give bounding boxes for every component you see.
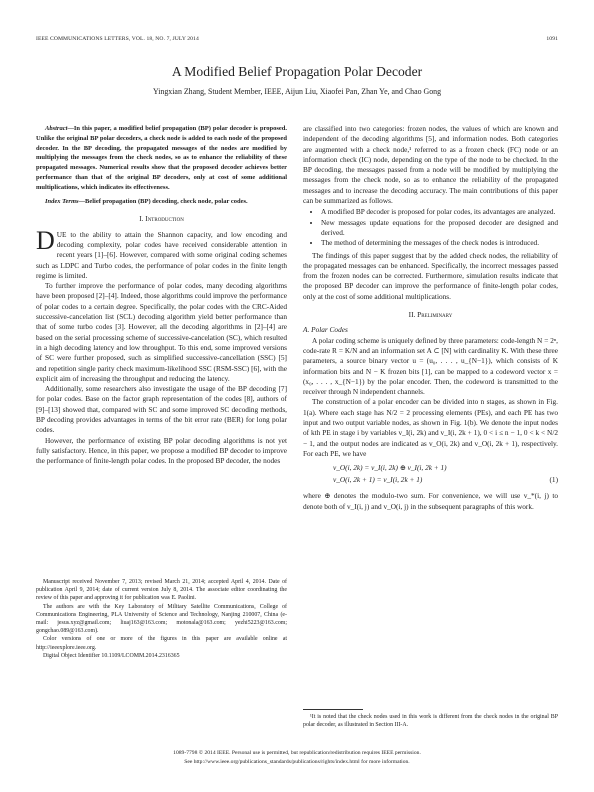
index-terms-text: —Belief propagation (BP) decoding, check node, polar codes. — [78, 197, 248, 205]
page-number: 1091 — [546, 36, 558, 42]
abstract-text: —In this paper, a modified belief propagation (BP) polar decoder is proposed. Unlike the original BP polar decoders, a check node is added to each node of the proposed decoder. In the BP decoding, the propagated messages of the nodes are modified by multiplying the messages from the check nodes, so as to enhance the reliability of these propagated messages. Numerical results show that the proposed decoder achieves better performance than that of the original BP decoders, only at cost of some additional multiplications, which indicates its effectiveness. — [36, 125, 287, 191]
intro-paragraph-1 — [36, 225, 287, 281]
col2-paragraph-5: where ⊕ denotes the modulo-two sum. For convenience, we will use v_*(i, j) to denote both of v_I(i, j) and v_O(i, j) in the subsequent paragraphs of this work. — [303, 491, 558, 511]
list-item: • A modified BP decoder is proposed for polar codes, its advantages are analyzed. — [321, 207, 558, 217]
footnote-doi: Digital Object Identifier 10.1109/LCOMM.2014.2316365 — [43, 652, 180, 659]
list-item: • The method of determining the messages of the check nodes is introduced. — [321, 238, 558, 248]
index-terms — [36, 197, 287, 207]
index-terms-label: Index Terms — [45, 197, 79, 205]
footnote-rule — [303, 709, 363, 710]
subsection-heading-polar-codes: A. Polar Codes — [303, 325, 348, 335]
intro-paragraph-2: To further improve the performance of polar codes, many decoding algorithms have been proposed [2]–[4]. Indeed, those algorithms could improve the performance of polar codes to a certain degree. Specifically, the polar codes with the CRC-Aided successive-cancelation list (SCL) decoding algorithm yield better performance than that of some turbo codes [3]. However, all the decoding algorithms in [2]–[4] are based on the serial processing scheme of successive-cancelation (SC), which resulted in a high decoding latency and low throughput. To this end, some improved versions of SC were further proposed, such as simplified successive-cancellation (SSC) [5] and repetition single parity check maximum-likelihood SSC (RSM-SSC) [6], with the explicit aim of increasing the throughput and reducing the latency. — [36, 281, 287, 383]
intro-paragraph-3: Additionally, some researchers also investigate the usage of the BP decoding [7] for polar codes. Base on the factor graph representation of the codes [8], authors of [9]–[13] showed that, compared with SC and some improved SC decoding methods, BP decoding provides advantages in terms of the bit error rate (BER) for long polar codes. — [36, 384, 287, 435]
contribution-list — [303, 207, 558, 248]
footnote-authors: The authors are with the Key Laboratory of Military Satellite Communications, College of Communications Engineering, PLA University of Science and Technology, Nanjing 210007, China (e-mail: jesus.xyz@gmail.com; liuaj163@163.com; motonala@163.com; yezhi5223@163.com; gongchao.089@163.com). — [36, 603, 287, 635]
first-page-footnote — [36, 578, 287, 660]
footnote-color: Color versions of one or more of the figures in this paper are available online at http://ieeexplore.ieee.org. — [36, 636, 287, 651]
equation-line-2 — [303, 475, 558, 487]
col2-paragraph-1: are classified into two categories: frozen nodes, the values of which are known and independent of the decoding algorithms [5], and information nodes. Both categories are augmented with a check node,¹ referred to as a frozen check (FC) node or an information check (IC) node, depending on the type of the node to be checked. In the BP decoding, the messages passed from a node will be modified by multiplying the messages from the check node, so as to enhance the reliability of the propagated messages and to increase the decoding accuracy. The main contributions of this paper can be summarized as follows. — [303, 124, 558, 206]
section-heading-preliminary: II. Preliminary — [408, 310, 453, 320]
equation-1a: v_O(i, 2k) = v_I(i, 2k) ⊕ v_I(i, 2k + 1) — [333, 463, 447, 473]
drop-cap: D — [36, 225, 55, 255]
section-heading-introduction: I. Introduction — [139, 214, 184, 224]
abstract — [36, 124, 287, 193]
col2-paragraph-2: The findings of this paper suggest that by the added check nodes, the reliability of the propagated messages can be enhanced. Specifically, the incorrect messages passed from the frozen nodes can be corrected. Furthermore, simulation results indicate that the proposed BP decoder can improve the performance of finite-length polar codes, only at the cost of some additional multiplications. — [303, 250, 558, 301]
footnote-manuscript: Manuscript received November 7, 2013; revised March 21, 2014; accepted April 4, 2014. Date of publication April 9, 2014; date of current version July 8, 2014. The associate editor coordinating the review of this paper and approving it for publication was E. Paolini. — [36, 579, 287, 602]
rights-link-line: See http://www.ieee.org/publications_standards/publications/rights/index.html for more information. — [184, 759, 410, 765]
author-list: Yingxian Zhang, Student Member, IEEE, Aijun Liu, Xiaofei Pan, Zhan Ye, and Chao Gong — [152, 87, 442, 96]
left-column — [36, 124, 287, 467]
intro-text-1: UE to the ability to attain the Shannon capacity, and low encoding and decoding complexity, polar codes have received considerable attention in recent years [1]–[6]. However, compared with some original coding schemes such as LDPC and Turbo codes, the performance of polar codes in the finite length regime is limited. — [36, 229, 287, 280]
equation-number: (1) — [549, 475, 558, 485]
running-header: IEEE COMMUNICATIONS LETTERS, VOL. 18, NO. 7, JULY 2014 — [36, 36, 199, 42]
abstract-label: Abstract — [45, 125, 68, 132]
paper-title: A Modified Belief Propagation Polar Decoder — [171, 64, 423, 79]
col2-paragraph-4: The construction of a polar encoder can be divided into n stages, as shown in Fig. 1(a). Where each stage has N/2 = 2 processing elements (PEs), and each PE has two input and two output variable nodes, as shown in Fig. 1(b). We denote the input nodes of kth PE in stage i by variables v_I(i, 2k) and v_I(i, 2k + 1), 0 < i ≤ n − 1, 0 < k < N/2 − 1, and the output nodes are indicated as v_O(i, 2k) and v_O(i, 2k + 1), respectively. For each PE, we have — [303, 397, 558, 458]
intro-paragraph-4: However, the performance of existing BP polar decoding algorithms is not yet fully satisfactory. Hence, in this paper, we propose a modified BP decoder to improve the performance of finite-length polar codes. In the proposed BP decoder, the nodes — [36, 435, 287, 466]
footnote-1-text: ¹It is noted that the check nodes used in this work is different from the check nodes in the original BP polar decoder, as illustrated in Section III-A. — [303, 714, 558, 729]
equation-line-1 — [303, 463, 558, 475]
footnote-1 — [303, 706, 558, 729]
col2-paragraph-3: A polar coding scheme is uniquely defined by three parameters: code-length N = 2ⁿ, code-rate R = K/N and an information set A ⊂ [N] with cardinality K. With these three parameters, a source binary vector u = (u₀, . . . , u_{N−1}), which consists of K information bits and N − K frozen bits [1], can be mapped to a codeword vector x = (x₀, . . . , x_{N−1}) by the polar encoder. Then, the codeword is transmitted to the receiver through N independent channels. — [303, 335, 558, 397]
equation-1b: v_O(i, 2k + 1) = v_I(i, 2k + 1) — [333, 475, 423, 485]
right-column — [303, 124, 558, 512]
copyright-line: 1089-7798 © 2014 IEEE. Personal use is permitted, but republication/redistribution requires IEEE permission. — [173, 750, 421, 756]
list-item: • New messages update equations for the proposed decoder are designed and derived. — [321, 218, 558, 239]
